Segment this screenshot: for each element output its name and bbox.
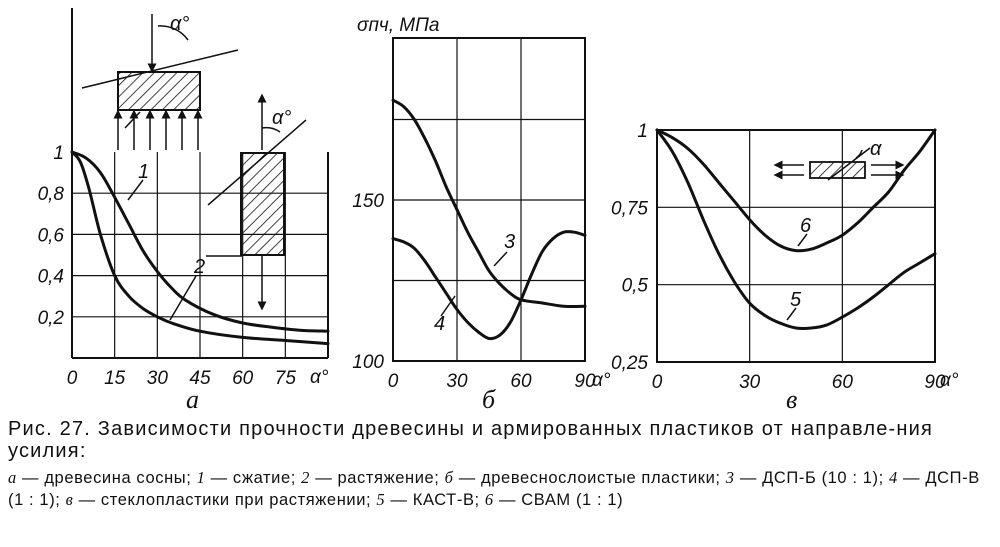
x-tick-label: 90 — [924, 372, 946, 393]
legend-text: — древесина сосны; — [16, 469, 197, 487]
x-tick-label: 60 — [831, 372, 853, 393]
y-tick-label: 1 — [637, 121, 648, 142]
y-tick-label: 0,5 — [621, 275, 648, 297]
panel-b-letter: б — [482, 385, 496, 410]
caption-title: Рис. 27. Зависимости прочности древесины и армированных пластиков от направле-ния усилия: — [8, 418, 934, 462]
legend-key: 3 — [725, 468, 735, 487]
curve-label-4: 4 — [434, 313, 446, 335]
support-arrows — [118, 114, 198, 150]
tension-horizontal-inset — [778, 138, 900, 180]
x-tick-label: 30 — [446, 371, 468, 392]
curve-label-1: 1 — [138, 161, 150, 183]
series-line-4 — [393, 232, 585, 339]
panel-b — [352, 15, 611, 410]
curve-label-6: 6 — [800, 215, 812, 237]
caption-legend — [8, 467, 993, 511]
series-line-3 — [393, 100, 585, 306]
figure-caption — [8, 418, 993, 511]
x-tick-label: 60 — [510, 371, 532, 392]
legend-key: 5 — [376, 490, 386, 509]
curve-label-3: 3 — [504, 231, 516, 253]
y-tick-label: 0,2 — [37, 307, 64, 329]
panel-b-curves — [393, 100, 585, 338]
legend-key: 4 — [889, 468, 898, 487]
x-tick-label: 0 — [651, 372, 663, 393]
panel-a-x-label: α° — [310, 367, 329, 388]
inset-angle-label-top: α° — [170, 13, 190, 35]
legend-key: 6 — [484, 490, 494, 509]
legend-text: — древеснослоистые пластики; — [453, 469, 726, 487]
panel-b-x-label: α° — [592, 370, 611, 391]
y-tick-label: 0,6 — [37, 225, 64, 247]
legend-text: — КАСТ-В; — [385, 491, 485, 509]
panel-b-y-ticks — [352, 191, 384, 373]
compression-specimen-inset — [82, 13, 238, 150]
panel-a-grid — [72, 152, 328, 358]
inset-angle-label-side: α° — [272, 107, 292, 129]
x-tick-label: 15 — [104, 368, 126, 389]
series-line-6 — [657, 130, 935, 251]
legend-text: — ДСП-В (1 : 1); — [8, 469, 980, 509]
hatched-specimen-horizontal — [810, 162, 865, 178]
y-tick-label: 150 — [352, 191, 384, 212]
x-tick-label: 45 — [189, 368, 211, 389]
legend-text: — ДСП-Б (10 : 1); — [734, 469, 890, 487]
legend-text: — растяжение; — [310, 469, 445, 487]
x-tick-label: 90 — [574, 371, 596, 392]
y-tick-label: 100 — [352, 352, 384, 373]
curve-3-leader — [494, 252, 507, 266]
panel-c — [611, 121, 959, 410]
x-tick-label: 0 — [66, 368, 78, 389]
hatched-specimen-vertical — [241, 153, 284, 255]
x-tick-label: 75 — [274, 368, 296, 389]
panel-b-y-label: σпч, МПа — [357, 15, 440, 36]
legend-text: — стеклопластики при растяжении; — [73, 491, 377, 509]
curve-1-leader — [128, 180, 143, 200]
legend-key: 1 — [196, 468, 206, 487]
x-tick-label: 60 — [232, 368, 254, 389]
inset-angle-label: α — [870, 138, 882, 160]
panel-c-y-ticks — [611, 121, 648, 374]
y-tick-label: 0,75 — [611, 198, 648, 220]
support-label-leader — [125, 112, 140, 128]
legend-key: в — [65, 490, 74, 509]
panel-c-letter: в — [786, 385, 798, 410]
panel-a-y-ticks — [38, 143, 65, 329]
legend-text: — СВАМ (1 : 1) — [493, 491, 624, 509]
panel-a-letter: а — [186, 385, 199, 410]
panel-a — [38, 8, 329, 410]
legend-key: б — [444, 468, 454, 487]
y-tick-label: 0,8 — [37, 184, 64, 206]
legend-text: — сжатие; — [205, 469, 302, 487]
legend-key: а — [8, 468, 17, 487]
curve-label-5: 5 — [790, 289, 802, 311]
y-tick-label: 0,4 — [37, 266, 64, 288]
x-tick-label: 0 — [387, 371, 399, 392]
y-tick-label: 1 — [53, 143, 64, 164]
panel-c-x-ticks — [652, 372, 946, 393]
x-tick-label: 30 — [146, 368, 168, 389]
hatched-specimen — [118, 72, 200, 110]
curve-2-leader — [170, 276, 196, 320]
x-tick-label: 30 — [739, 372, 761, 393]
curve-label-2: 2 — [194, 256, 206, 278]
panel-b-grid — [393, 38, 585, 361]
y-tick-label: 0,25 — [611, 353, 648, 374]
panel-c-x-label: α° — [940, 370, 959, 391]
legend-key: 2 — [301, 468, 311, 487]
tension-specimen-inset — [206, 98, 306, 306]
panel-a-x-ticks — [67, 368, 297, 389]
